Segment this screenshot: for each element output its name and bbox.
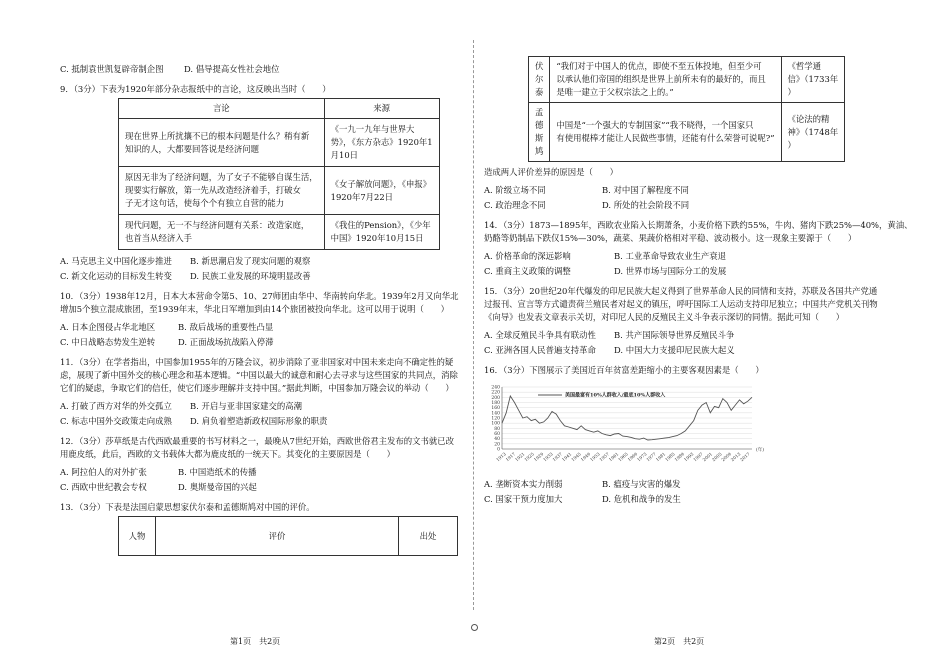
q12-options [60, 465, 460, 495]
cell-line: 《女子解放问题》，《申报》 [330, 178, 432, 189]
x-tick-label: 1997 [692, 452, 705, 464]
cell-line: 信》（1733年 [787, 74, 839, 85]
cell-line: ） [787, 139, 796, 150]
option[interactable]: B. 新思潮启发了现实问题的观察 [190, 256, 311, 267]
x-tick-label: 1929 [533, 452, 546, 464]
cell-line: 势》，《东方杂志》1920年1 [330, 137, 433, 148]
x-tick-label: 1989 [674, 452, 686, 464]
cell-line: 子无才这句话，使每个个有独立自营的能力 [125, 198, 285, 209]
option[interactable]: C. 政治理念不同 [484, 200, 546, 211]
y-tick-label: 0 [497, 447, 500, 453]
y-tick-label: 80 [494, 427, 500, 433]
table-header: 出处 [399, 517, 458, 556]
y-tick-label: 120 [491, 416, 500, 422]
x-tick-label: 1961 [608, 452, 621, 464]
cell-line: 《哲学通 [787, 61, 822, 71]
option[interactable]: D. 所处的社会阶段不同 [602, 200, 690, 211]
y-tick-label: 220 [491, 390, 500, 396]
x-tick-label: 2013 [730, 452, 743, 464]
q15 [484, 285, 892, 358]
x-unit-label: (年) [756, 448, 765, 454]
y-tick-label: 240 [491, 385, 500, 391]
q10-stem: 10．（3分）1938年12月，日本大本营命令第5、10、27师团由华中、华南转向华北。1939年2月又向华北 [60, 291, 459, 302]
option[interactable]: A. 日本企图侵占华北地区 [60, 322, 156, 333]
q13-options [484, 183, 892, 213]
table-row [119, 215, 440, 250]
option[interactable]: B. 瘟疫与灾害的爆发 [602, 479, 681, 490]
q12-stem: 12．（3分）莎草纸是古代西欧最重要的书写材料之一，最晚从7世纪开始，西欧世俗君主发布的文书就已改 [60, 436, 454, 447]
option[interactable]: B. 工业革命导致农业生产衰退 [614, 251, 726, 262]
cell-line: 以承认他们帝国的组织是世界上前所未有的最好的，而且 [556, 74, 766, 85]
q11-stem: 11．（3分）在学者指出，中国参加1955年的万隆会议，初步消除了亚非国家对中国未来走向不确定性的疑 [60, 357, 454, 368]
option[interactable]: B. 对中国了解程度不同 [602, 185, 689, 196]
q12 [60, 435, 460, 495]
q13-tail: 造成两人评价差异的原因是（ ） [484, 167, 618, 178]
page-number-right: 第2页 共2页 [654, 637, 705, 646]
q10-stem: 增加5个独立混成旅团，至1939年末，华北日军增加到由14个旅团被投向华北。这可以用于说明（ ） [60, 304, 450, 315]
x-tick-label: 1981 [655, 452, 668, 464]
option[interactable]: B. 敌后战场的重要性凸显 [178, 322, 274, 333]
x-tick-label: 1985 [664, 452, 677, 464]
cell-line: 是唯一建立于父权宗法之上的。” [556, 87, 674, 98]
cell-line: 孟 [535, 107, 544, 118]
q16-options [484, 477, 892, 507]
y-tick-label: 200 [491, 396, 500, 402]
q9 [60, 83, 460, 284]
table-header: 评价 [156, 517, 399, 556]
table-row [119, 167, 440, 215]
q14-stem: 奶酪等奶制品下跌仅15%—30%，蔬菜、果蔬价格相对平稳、波动极小。这一现象主要源于（ ） [484, 233, 857, 244]
legend-label: 美国最富有10%人群收入/最底10%人群收入 [565, 392, 666, 399]
x-tick-label: 1977 [646, 452, 658, 464]
option[interactable]: B. 开启与亚非国家建交的高潮 [190, 401, 302, 412]
option[interactable]: D. 正面战场抗战陷入停滞 [178, 337, 274, 348]
cell-line: 中国》1920年10月15日 [330, 233, 424, 244]
option[interactable]: D. 奥斯曼帝国的兴起 [178, 482, 257, 493]
q13 [60, 501, 460, 556]
q12-stem: 用鹿皮纸，此后，西欧的文书载体大都为鹿皮纸的一统天下。其变化的主要原因是（ ） [60, 449, 395, 460]
y-tick-label: 60 [494, 432, 500, 438]
x-tick-label: 1949 [580, 452, 592, 464]
option[interactable]: C. 亚洲各国人民普遍支持革命 [484, 345, 596, 356]
y-tick-label: 20 [494, 442, 500, 448]
table-header: 人物 [119, 517, 156, 556]
q13-table [528, 56, 845, 162]
cell-line: 月10日 [330, 150, 359, 161]
right-column [484, 56, 913, 507]
cell-line: 现在世界上所扰攘不已的根本问题是什么？稍有新 [125, 130, 310, 141]
q15-stem: 《向导》也发表文章表示关切，对印尼人民的反殖民主义斗争表示深切的同情。据此可知（ ） [484, 312, 845, 323]
x-tick-label: 1933 [542, 452, 555, 464]
x-tick-label: 1993 [683, 452, 696, 464]
cell-line: 《我住的Pension》，《少年 [330, 220, 431, 231]
option[interactable]: C. 中日战略态势发生逆转 [60, 337, 156, 348]
x-tick-label: 1973 [636, 452, 649, 464]
x-tick-label: 2017 [739, 452, 752, 464]
q11 [60, 356, 460, 429]
option[interactable]: A. 打破了西方对华的外交孤立 [60, 401, 172, 412]
q14 [484, 219, 913, 279]
option[interactable]: C. 西欧中世纪教会专权 [60, 482, 147, 493]
q16 [484, 364, 892, 507]
q16-stem: 16．（3分）下图展示了美国近百年贫富差距缩小的主要客观因素是（ ） [484, 365, 764, 376]
q10-options [60, 320, 460, 350]
cell-line: 鸠 [535, 146, 544, 157]
cell-line: “我们对于中国人的优点，即使不至五体投地，但至少可 [556, 61, 762, 71]
cell-line: 现要实行解放，第一先从改造经济着手，打破女 [125, 185, 301, 196]
option[interactable]: C. 新文化运动的目标发生转变 [60, 271, 172, 282]
table-row [529, 103, 845, 162]
y-tick-label: 180 [491, 401, 500, 407]
option[interactable]: D. 民族工业发展的环境明显改善 [190, 271, 311, 282]
x-tick-label: 1917 [505, 452, 517, 464]
y-tick-label: 140 [491, 411, 500, 417]
option[interactable]: C. 抵制袁世凯复辟帝制企图 [60, 64, 164, 74]
option[interactable]: A. 阿拉伯人的对外扩张 [60, 467, 147, 478]
q9-table [118, 98, 440, 250]
table-row [529, 57, 845, 103]
cell-line: 德 [535, 120, 544, 131]
option[interactable]: C. 重商主义政策的调整 [484, 266, 571, 277]
cell-line: 中国是“一个强大的专制国家”“我不晓得，一个国家只 [556, 120, 754, 131]
option[interactable]: D. 危机和战争的发生 [602, 494, 681, 505]
q13-table-header [118, 516, 458, 556]
cell-line: 1920年7月22日 [330, 191, 394, 202]
q13-stem: 13．（3分）下表是法国启蒙思想家伏尔泰和孟德斯鸠对中国的评价。 [60, 502, 315, 513]
cell-line: 现代问题，无一不与经济问题有关系：改造家庭， [125, 220, 310, 231]
cell-line: 也首当从经济入手 [125, 233, 192, 244]
option[interactable]: A. 马克思主义中国化逐步推进 [60, 256, 172, 267]
cell-line: 知识的人，大都要回答说是经济问题 [125, 143, 259, 154]
y-tick-label: 100 [491, 421, 500, 427]
y-tick-label: 160 [491, 406, 500, 412]
q8-options [60, 62, 460, 77]
cell-line: 《论法的精 [787, 113, 830, 124]
cell-line: 伏 [535, 61, 544, 71]
x-tick-label: 1925 [524, 452, 536, 464]
q10 [60, 290, 460, 350]
page-center-mark [471, 624, 478, 631]
page-number-left: 第1页 共2页 [230, 637, 281, 646]
q15-stem: 15．（3分）20世纪20年代爆发的印尼民族大起义得到了世界革命人民的同情和支持，苏联及各国共产党通 [484, 286, 878, 297]
x-tick-label: 2005 [711, 452, 724, 464]
cell-line: 有使用棍棒才能让人民做些事情，还能有什么荣誉可说呢?” [556, 133, 775, 144]
q9-stem: 9．（3分）下表为1920年部分杂志报纸中的言论，这反映出当时（ ） [60, 84, 331, 95]
q9-options [60, 254, 460, 284]
x-tick-label: 1953 [589, 452, 602, 464]
option[interactable]: D. 倡导提高女性社会地位 [184, 64, 280, 74]
left-column [60, 58, 460, 556]
x-tick-label: 1921 [514, 452, 527, 464]
income-ratio-chart [484, 381, 769, 469]
cell-line: 神》（1748年 [787, 126, 839, 137]
cell-line: ） [787, 87, 796, 98]
x-tick-label: 1913 [495, 452, 508, 464]
option[interactable]: D. 中国大力支援印尼民族大起义 [614, 345, 735, 356]
page-divider [473, 40, 474, 610]
option[interactable]: D. 世界市场与国际分工的发展 [614, 266, 727, 277]
option[interactable]: A. 价格革命的深远影响 [484, 251, 571, 262]
q14-options [484, 249, 892, 279]
table-header: 言论 [119, 99, 325, 119]
x-tick-label: 1937 [552, 452, 564, 464]
x-tick-label: 1957 [599, 452, 611, 464]
option[interactable]: C. 国家干预力度加大 [484, 494, 563, 505]
cell-line: 泰 [535, 87, 544, 98]
option[interactable]: A. 全球反殖民斗争具有联动性 [484, 330, 596, 341]
x-tick-label: 1945 [570, 452, 583, 464]
q14-stem: 14．（3分）1873—1895年，西欧农业陷入长期萧条，小麦价格下跌约55%，牛肉、猪肉下跌25%—40%，黄油、 [484, 220, 913, 231]
q15-stem: 过报刊、宣言等方式谴责荷兰殖民者对起义的镇压，呼吁国际工人运动支持印尼独立；中国共产党机关刊物 [484, 299, 878, 310]
x-tick-label: 1969 [627, 452, 639, 464]
q11-stem: 它们的疑虑，争取它们的信任，使它们逐步理解并支持中国。”据此判断，中国参加万隆会议的举动（ ） [60, 383, 454, 394]
option[interactable]: B. 共产国际领导世界反殖民斗争 [614, 330, 735, 341]
option[interactable]: C. 标志中国外交政策走向成熟 [60, 416, 172, 427]
y-tick-label: 40 [494, 437, 500, 443]
x-tick-label: 2001 [702, 452, 714, 464]
table-row [119, 119, 440, 167]
cell-line: 《一九一九年与世界大 [330, 124, 415, 135]
x-tick-label: 2009 [721, 452, 733, 464]
q15-options [484, 328, 892, 358]
option[interactable]: D. 肩负着塑造新政权国际形象的职责 [190, 416, 328, 427]
q11-stem: 虑，展现了新中国外交的核心理念和基本逻辑。“中国以最大的诚意和耐心去寻求与这些国家的共同点，消除 [60, 370, 458, 381]
cell-line: 斯 [535, 133, 544, 144]
q11-options [60, 399, 460, 429]
table-header: 来源 [324, 99, 439, 119]
x-tick-label: 1965 [617, 452, 630, 464]
option[interactable]: A. 阶级立场不同 [484, 185, 546, 196]
cell-line: 尔 [535, 74, 544, 85]
x-tick-label: 1941 [561, 452, 574, 464]
cell-line: 原因无非为了经济问题，为了女子不能够自谋生活， [125, 172, 318, 183]
option[interactable]: A. 垄断资本实力削弱 [484, 479, 563, 490]
option[interactable]: B. 中国造纸术的传播 [178, 467, 257, 478]
